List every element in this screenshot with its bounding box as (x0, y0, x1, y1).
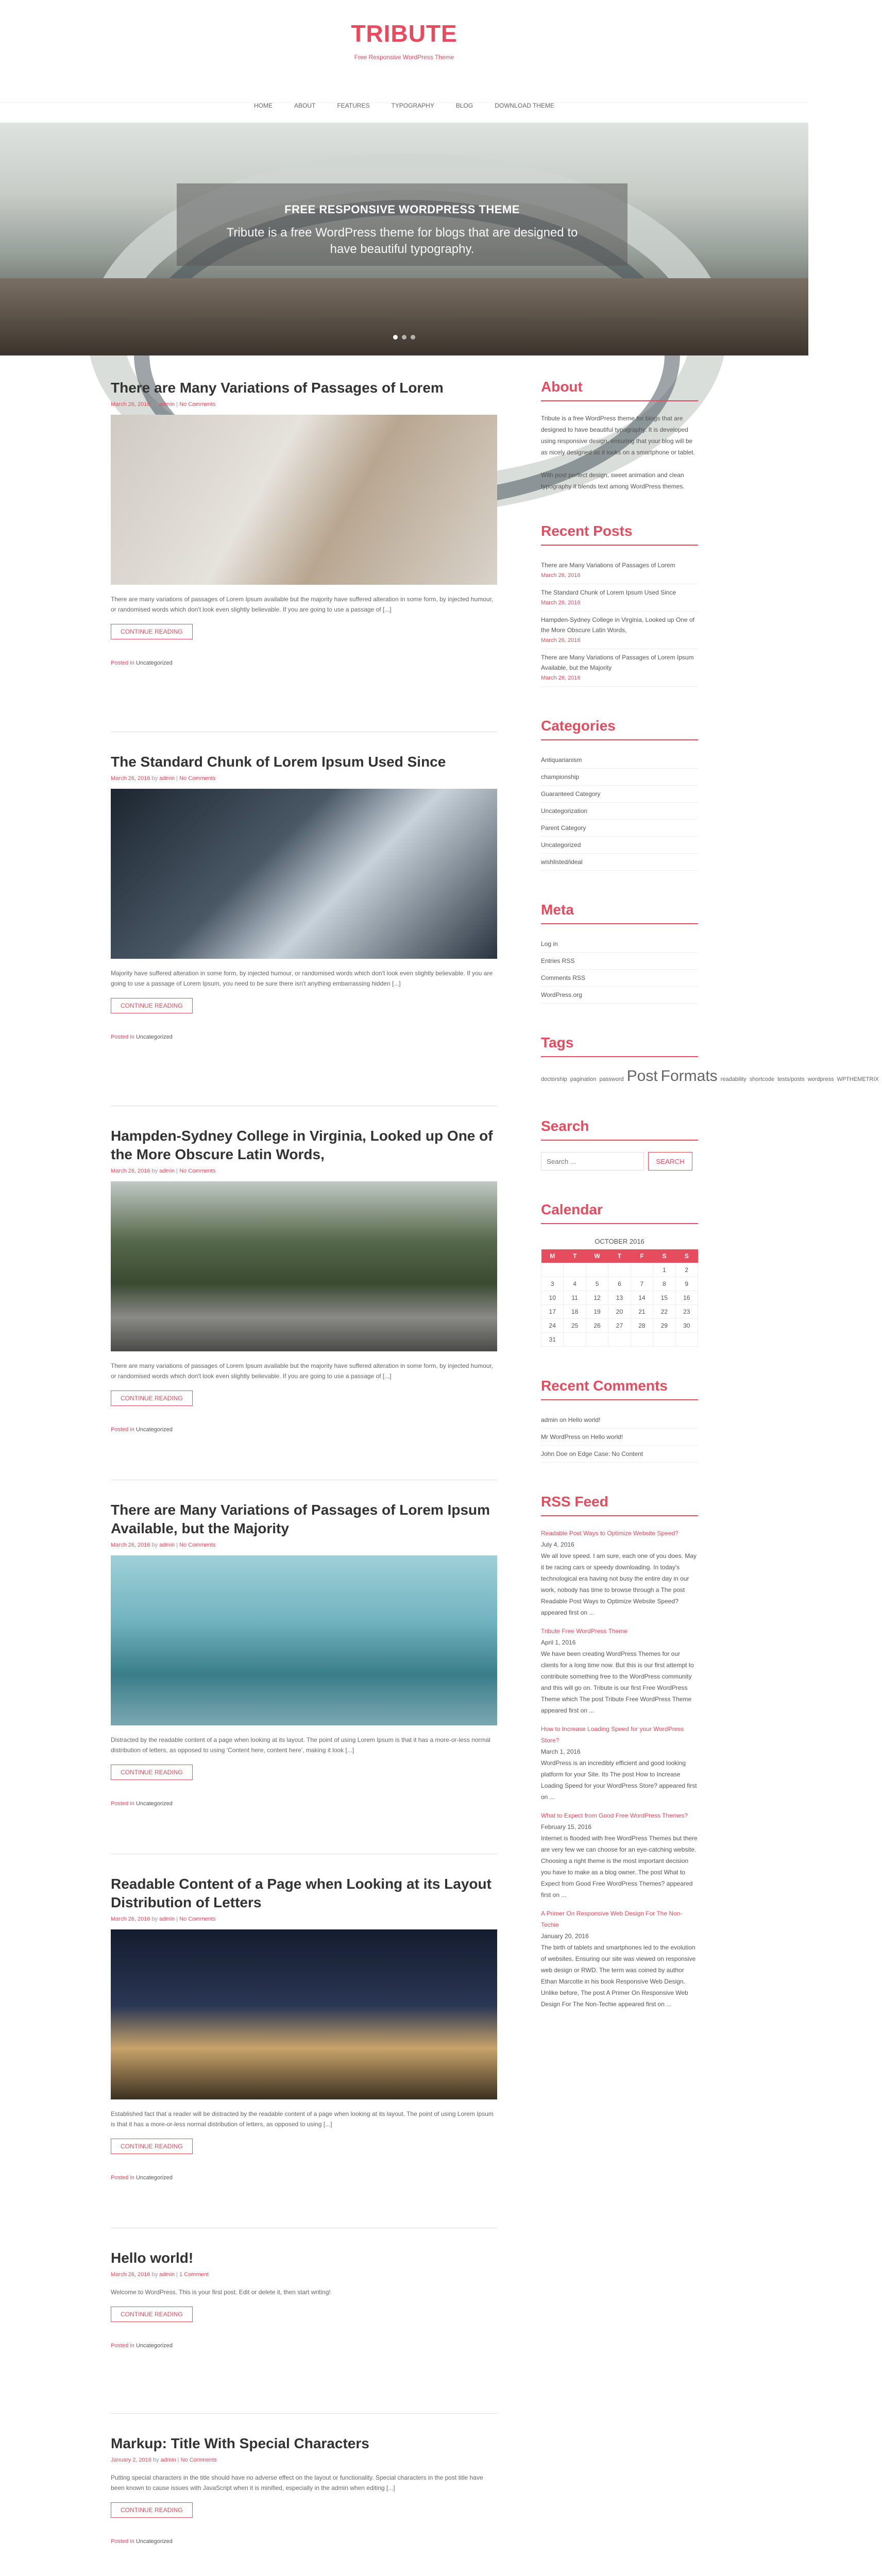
post-category (111, 1427, 497, 1433)
tag-link[interactable]: shortcode (749, 1076, 775, 1082)
slider-dots (0, 334, 808, 341)
post-author[interactable]: admin (159, 2272, 175, 2278)
rss-item-date: March 1, 2016 (541, 1748, 581, 1755)
posted-in-label: Posted in (111, 660, 134, 666)
category-item[interactable]: Guaranteed Category (541, 786, 698, 803)
calendar-day[interactable]: 25 (564, 1319, 586, 1333)
rss-item-date: April 1, 2016 (541, 1639, 576, 1646)
post-thumbnail[interactable] (111, 789, 497, 959)
calendar-day[interactable]: 21 (631, 1305, 653, 1319)
post-thumbnail[interactable] (111, 415, 497, 585)
nav-blog[interactable]: BLOG (455, 102, 473, 109)
recent-post-item[interactable] (541, 612, 698, 649)
post-comments-link[interactable]: No Comments (179, 1542, 216, 1548)
calendar-day[interactable]: 14 (631, 1291, 653, 1305)
hero-caption (177, 183, 627, 266)
post-comments-link[interactable]: No Comments (180, 2457, 217, 2463)
widget-search (541, 1118, 698, 1171)
post-title[interactable]: Hampden-Sydney College in Virginia, Looked up One of the More Obscure Latin Words, (111, 1128, 493, 1162)
calendar-day[interactable]: 4 (564, 1277, 586, 1291)
post-card (111, 753, 497, 1127)
post-meta: March 26, 2016 by admin | No Comments (111, 1916, 216, 1922)
rss-item (541, 1625, 698, 1716)
post-excerpt: Welcome to WordPress. This is your first post. Edit or delete it, then start writing! (111, 2289, 331, 2296)
meta-item[interactable]: Comments RSS (541, 970, 698, 987)
rss-item (541, 1723, 698, 1803)
continue-reading-button[interactable]: CONTINUE READING (111, 2139, 193, 2154)
post-meta: March 26, 2016 by admin | No Comments (111, 775, 216, 782)
continue-reading-button[interactable]: CONTINUE READING (111, 2307, 193, 2322)
post-category (111, 660, 497, 666)
hero-slider[interactable] (0, 123, 808, 355)
widget-about (541, 379, 698, 492)
calendar-day[interactable]: 1 (653, 1263, 675, 1277)
calendar-day[interactable]: 6 (608, 1277, 631, 1291)
rss-item (541, 1810, 698, 1901)
calendar-day[interactable]: 28 (631, 1319, 653, 1333)
posted-in-label: Posted in (111, 1034, 134, 1040)
category-item[interactable]: Antiquarianism (541, 752, 698, 769)
widget-meta (541, 902, 698, 1004)
continue-reading-button[interactable]: CONTINUE READING (111, 998, 193, 1013)
post-thumbnail[interactable] (111, 1555, 497, 1725)
rss-item (541, 1528, 698, 1618)
rss-item-title[interactable]: A Primer On Responsive Web Design For The Non-Techie (541, 1910, 683, 1928)
about-text (541, 413, 698, 492)
widget-title: Search (541, 1118, 698, 1141)
recent-post-title: There are Many Variations of Passages of Lorem Ipsum Available, but the Majority (541, 654, 694, 671)
calendar-day[interactable]: 18 (564, 1305, 586, 1319)
calendar-day[interactable]: 10 (541, 1291, 564, 1305)
tag-link[interactable]: wordpress (807, 1076, 834, 1082)
post-author[interactable]: admin (159, 1168, 175, 1174)
post-comments-link[interactable]: No Comments (179, 401, 216, 408)
tag-link[interactable]: readability (720, 1076, 747, 1082)
calendar-day[interactable]: 5 (586, 1277, 608, 1291)
about-paragraph: With post perfect design, sweet animation and clean typography it blends text among WordPress themes. (541, 471, 685, 490)
calendar-day (608, 1263, 631, 1277)
widget-tags (541, 1035, 879, 1087)
post-meta: March 26, 2016 by admin | No Comments (111, 1542, 216, 1548)
hero-image-ground (0, 278, 808, 355)
calendar-weekday: T (608, 1249, 631, 1263)
calendar-weekday: W (586, 1249, 608, 1263)
about-paragraph: Tribute is a free WordPress theme for blogs that are designed to have beautiful typography. It is developed using responsive design, ensuring that your blog will be as nicely designed as it looks on a smartphone or tablet. (541, 415, 695, 456)
post-card (111, 1501, 497, 1875)
tag-link[interactable]: Formats (660, 1067, 718, 1084)
category-link[interactable]: Uncategorized (135, 2343, 173, 2349)
recent-post-title: Hampden-Sydney College in Virginia, Looked up One of the More Obscure Latin Words, (541, 616, 694, 634)
recent-post-date: March 26, 2016 (541, 675, 581, 681)
calendar-day[interactable]: 7 (631, 1277, 653, 1291)
category-item[interactable]: Uncategorization (541, 803, 698, 820)
recent-comment-item[interactable]: John Doe on Edge Case: No Content (541, 1446, 698, 1463)
rss-item-title[interactable]: Readable Post Ways to Optimize Website Speed? (541, 1530, 679, 1537)
calendar-day[interactable]: 23 (675, 1305, 698, 1319)
continue-reading-button[interactable]: CONTINUE READING (111, 1391, 193, 1406)
post-title[interactable]: Readable Content of a Page when Looking at its Layout Distribution of Letters (111, 1876, 491, 1910)
nav-home[interactable]: HOME (254, 102, 273, 109)
calendar-weekday: M (541, 1249, 564, 1263)
sidebar (541, 379, 879, 2041)
post-comments-link[interactable]: No Comments (179, 775, 216, 782)
post-category (111, 2538, 497, 2545)
post-comments-link[interactable]: No Comments (179, 1916, 216, 1922)
calendar-weekday: S (653, 1249, 675, 1263)
rss-item-title[interactable]: How to Increase Loading Speed for your WordPress Store? (541, 1725, 684, 1744)
recent-post-date: March 26, 2016 (541, 572, 581, 579)
meta-list (541, 936, 698, 1004)
continue-reading-button[interactable]: CONTINUE READING (111, 1765, 193, 1780)
post-card (111, 379, 497, 753)
calendar-day[interactable]: 9 (675, 1277, 698, 1291)
nav-typography[interactable]: TYPOGRAPHY (391, 102, 434, 109)
post-category (111, 1801, 497, 1807)
post-date[interactable]: March 26, 2016 (111, 775, 150, 782)
post-excerpt: Majority have suffered alteration in some form, by injected humour, or randomised words which don't look even slightly believable. If you are going to use a passage of Lorem Ipsum, you need to be sure there isn't anything embarrassing hidden [...] (111, 970, 493, 987)
continue-reading-button[interactable]: CONTINUE READING (111, 2502, 193, 2518)
recent-post-title: The Standard Chunk of Lorem Ipsum Used Since (541, 589, 676, 596)
posted-in-label: Posted in (111, 2175, 134, 2181)
post-excerpt: There are many variations of passages of Lorem Ipsum available but the majority have suffered alteration in some form, by injected humour, or randomised words which don't look even slightly believable. If you are going to use a passage of [...] (111, 596, 494, 613)
search-button[interactable]: SEARCH (648, 1152, 692, 1171)
post-author[interactable]: admin (159, 1542, 175, 1548)
post-card (111, 1127, 497, 1501)
recent-post-date: March 26, 2016 (541, 600, 581, 606)
calendar-day[interactable]: 16 (675, 1291, 698, 1305)
rss-item-body: WordPress is an incredibly efficient and good looking platform for your Site. Its The post How to Increase Loading Speed for your WordPress Store? appeared first on ... (541, 1759, 697, 1801)
recent-comment-item[interactable]: Mr WordPress on Hello world! (541, 1429, 698, 1446)
category-link[interactable]: Uncategorized (135, 1427, 173, 1433)
search-input[interactable] (541, 1152, 644, 1171)
post-date[interactable]: March 26, 2016 (111, 401, 150, 408)
tag-link[interactable]: tests/posts (777, 1076, 805, 1082)
site-title[interactable]: TRIBUTE (351, 20, 457, 47)
category-item[interactable]: wishlisted/ideal (541, 854, 698, 871)
post-category (111, 2175, 497, 2181)
post-divider (111, 2413, 497, 2414)
meta-item[interactable]: Log in (541, 936, 698, 953)
post-meta: March 26, 2016 by admin | No Comments (111, 401, 216, 408)
widget-title: Categories (541, 718, 698, 740)
widget-title: Meta (541, 902, 698, 924)
post-card (111, 1875, 497, 2249)
calendar-day (564, 1263, 586, 1277)
calendar-weekday: T (564, 1249, 586, 1263)
tag-link[interactable]: doctorship (541, 1076, 567, 1082)
continue-reading-button[interactable]: CONTINUE READING (111, 624, 193, 639)
category-link[interactable]: Uncategorized (135, 1034, 173, 1040)
category-item[interactable]: Uncategorized (541, 837, 698, 854)
posted-in-label: Posted in (111, 1801, 134, 1807)
post-title[interactable]: Markup: Title With Special Characters (111, 2435, 369, 2451)
calendar-day[interactable]: 13 (608, 1291, 631, 1305)
post-comments-link[interactable]: 1 Comment (179, 2272, 209, 2278)
main-nav (0, 102, 808, 109)
post-card (111, 2249, 497, 2434)
calendar-day[interactable]: 11 (564, 1291, 586, 1305)
post-list (111, 379, 497, 2576)
recent-post-item[interactable] (541, 557, 698, 584)
post-category (111, 2343, 497, 2349)
widget-title: Tags (541, 1035, 698, 1057)
calendar-day (608, 1333, 631, 1347)
tag-link[interactable]: Post (626, 1067, 658, 1084)
post-author[interactable]: admin (159, 1916, 175, 1922)
calendar-day (586, 1333, 608, 1347)
post-excerpt: Established fact that a reader will be distracted by the readable content of a page when looking at its layout. The point of using Lorem Ipsum is that it has a more-or-less normal distribution of letters, as opposed to using [...] (111, 2110, 494, 2128)
rss-item-body: The birth of tablets and smartphones led to the evolution of websites. Ensuring our site was viewed on responsive web design or RWD. The term was coined by author Ethan Marcotte in his book Responsive Web Design. Unlike before, The post A Primer On Responsive Web Design For The Non-Techie appeared first on ... (541, 1944, 696, 2008)
widget-title: Calendar (541, 1201, 698, 1224)
post-excerpt: Putting special characters in the title should have no adverse effect on the layout or functionality. Special characters in the post title have been known to cause issues with JavaScript when it is minified, especially in the admin when editing [...] (111, 2474, 483, 2492)
tag-link[interactable]: password (599, 1076, 624, 1082)
post-meta: March 26, 2016 by admin | 1 Comment (111, 2272, 209, 2278)
calendar-day (675, 1333, 698, 1347)
recent-post-item[interactable] (541, 649, 698, 687)
calendar-day[interactable]: 31 (541, 1333, 564, 1347)
rss-item-date: January 20, 2016 (541, 1933, 589, 1940)
calendar-day (653, 1333, 675, 1347)
post-thumbnail[interactable] (111, 1929, 497, 2099)
category-link[interactable]: Uncategorized (135, 660, 173, 666)
rss-item (541, 1908, 698, 2010)
calendar-day (631, 1333, 653, 1347)
meta-item[interactable]: WordPress.org (541, 987, 698, 1004)
calendar-day[interactable]: 30 (675, 1319, 698, 1333)
widget-title: About (541, 379, 698, 401)
calendar-month: OCTOBER 2016 (595, 1238, 644, 1245)
calendar-day[interactable]: 3 (541, 1277, 564, 1291)
calendar-day (631, 1263, 653, 1277)
calendar-weekday: S (675, 1249, 698, 1263)
categories-list (541, 752, 698, 871)
widget-recent-comments (541, 1378, 698, 1463)
tag-cloud (541, 1067, 879, 1087)
post-title[interactable]: There are Many Variations of Passages of Lorem (111, 380, 444, 396)
calendar-day[interactable]: 27 (608, 1319, 631, 1333)
calendar-day[interactable]: 8 (653, 1277, 675, 1291)
post-date[interactable]: March 26, 2016 (111, 1542, 150, 1548)
category-link[interactable]: Uncategorized (135, 1801, 173, 1807)
calendar-day (586, 1263, 608, 1277)
post-excerpt: There are many variations of passages of Lorem Ipsum available but the majority have suffered alteration in some form, by injected humour, or randomised words which don't look even slightly believable. If you are going to use a passage of [...] (111, 1362, 494, 1380)
post-excerpt: Distracted by the readable content of a page when looking at its layout. The point of using Lorem Ipsum is that it has a more-or-less normal distribution of letters, as opposed to using 'Content here, content here', making it look [...] (111, 1736, 490, 1754)
nav-features[interactable]: FEATURES (337, 102, 370, 109)
posted-in-label: Posted in (111, 2343, 134, 2349)
search-form (541, 1152, 698, 1171)
calendar-weekday: F (631, 1249, 653, 1263)
tag-link[interactable]: pagination (570, 1076, 597, 1082)
post-meta: January 2, 2016 by admin | No Comments (111, 2457, 217, 2463)
hero-text: Tribute is a free WordPress theme for blogs that are designed to have beautiful typography. (226, 226, 578, 256)
site-header (0, 0, 808, 103)
recent-post-title: There are Many Variations of Passages of Lorem (541, 562, 675, 569)
category-item[interactable]: Parent Category (541, 820, 698, 837)
post-date[interactable]: March 26, 2016 (111, 1168, 150, 1174)
slider-dot[interactable] (402, 335, 406, 340)
calendar-day[interactable]: 2 (675, 1263, 698, 1277)
calendar-day[interactable]: 17 (541, 1305, 564, 1319)
post-date[interactable]: March 26, 2016 (111, 2272, 150, 2278)
posted-in-label: Posted in (111, 1427, 134, 1433)
hero-title: FREE RESPONSIVE WORDPRESS THEME (284, 203, 520, 216)
calendar-day[interactable]: 20 (608, 1305, 631, 1319)
rss-list (541, 1528, 698, 2010)
rss-item-date: February 15, 2016 (541, 1823, 592, 1831)
calendar-day (564, 1333, 586, 1347)
calendar-day (541, 1263, 564, 1277)
post-title[interactable]: Hello world! (111, 2250, 194, 2266)
category-item[interactable]: championship (541, 769, 698, 786)
meta-item[interactable]: Entries RSS (541, 953, 698, 970)
recent-post-item[interactable] (541, 584, 698, 612)
post-thumbnail[interactable] (111, 1181, 497, 1351)
rss-item-body: We all love speed. I am sure, each one of you does. May it be racing cars or speedy downloading. In today's technological era having not busy the entire day in our work, nobody has time to browse through a The post Readable Post Ways to Optimize Website Speed? appeared first on ... (541, 1552, 697, 1616)
post-meta: March 26, 2016 by admin | No Comments (111, 1168, 216, 1174)
calendar-day[interactable]: 24 (541, 1319, 564, 1333)
nav-about[interactable]: ABOUT (294, 102, 316, 109)
calendar-day[interactable]: 29 (653, 1319, 675, 1333)
widget-calendar (541, 1201, 698, 1347)
nav-download[interactable]: DOWNLOAD THEME (495, 102, 554, 109)
calendar-day[interactable]: 12 (586, 1291, 608, 1305)
post-author[interactable]: admin (159, 401, 175, 408)
calendar-day[interactable]: 22 (653, 1305, 675, 1319)
tag-link[interactable]: WPTHEMETRIX (837, 1076, 879, 1082)
post-title[interactable]: The Standard Chunk of Lorem Ipsum Used Since (111, 754, 446, 770)
category-link[interactable]: Uncategorized (135, 2175, 173, 2181)
widget-recent-posts (541, 523, 698, 687)
calendar-day[interactable]: 19 (586, 1305, 608, 1319)
calendar-day[interactable]: 26 (586, 1319, 608, 1333)
widget-title: Recent Posts (541, 523, 698, 546)
post-date[interactable]: March 26, 2016 (111, 1916, 150, 1922)
post-category (111, 1034, 497, 1040)
post-date[interactable]: January 2, 2016 (111, 2457, 151, 2463)
calendar-day[interactable]: 15 (653, 1291, 675, 1305)
post-comments-link[interactable]: No Comments (179, 1168, 216, 1174)
post-author[interactable]: admin (159, 775, 175, 782)
post-card (111, 2434, 497, 2576)
post-title[interactable]: There are Many Variations of Passages of Lorem Ipsum Available, but the Majority (111, 1502, 490, 1536)
slider-dot[interactable] (411, 335, 415, 340)
site-tagline: Free Responsive WordPress Theme (354, 54, 454, 61)
recent-posts-list (541, 557, 698, 687)
rss-item-body: We have been creating WordPress Themes for our clients for a long time now. But this is our first attempt to contribute something free to the WordPress community and this will go on. Tribute is our first Free WordPress Theme which The post Tribute Free WordPress Theme appeared first on ... (541, 1650, 694, 1714)
calendar-table (541, 1233, 698, 1347)
post-author[interactable]: admin (160, 2457, 176, 2463)
rss-item-title[interactable]: What to Expect from Good Free WordPress Themes? (541, 1812, 688, 1819)
slider-dot[interactable] (393, 335, 398, 340)
posted-in-label: Posted in (111, 2538, 134, 2545)
widget-rss (541, 1494, 698, 2010)
widget-categories (541, 718, 698, 871)
recent-comments-list (541, 1412, 698, 1463)
widget-title: Recent Comments (541, 1378, 698, 1400)
category-link[interactable]: Uncategorized (135, 2538, 173, 2545)
rss-item-date: July 4, 2016 (541, 1541, 574, 1548)
rss-item-body: Internet is flooded with free WordPress Themes but there are very few we can choose for an eye-catching website. Choosing a right theme is the most important decision you have to make as a blog owner. The post What to Expect from Good Free WordPress Themes? appeared first on ... (541, 1835, 698, 1899)
recent-post-date: March 26, 2016 (541, 637, 581, 643)
recent-comment-item[interactable]: admin on Hello world! (541, 1412, 698, 1429)
rss-item-title[interactable]: Tribute Free WordPress Theme (541, 1628, 627, 1635)
widget-title: RSS Feed (541, 1494, 698, 1516)
